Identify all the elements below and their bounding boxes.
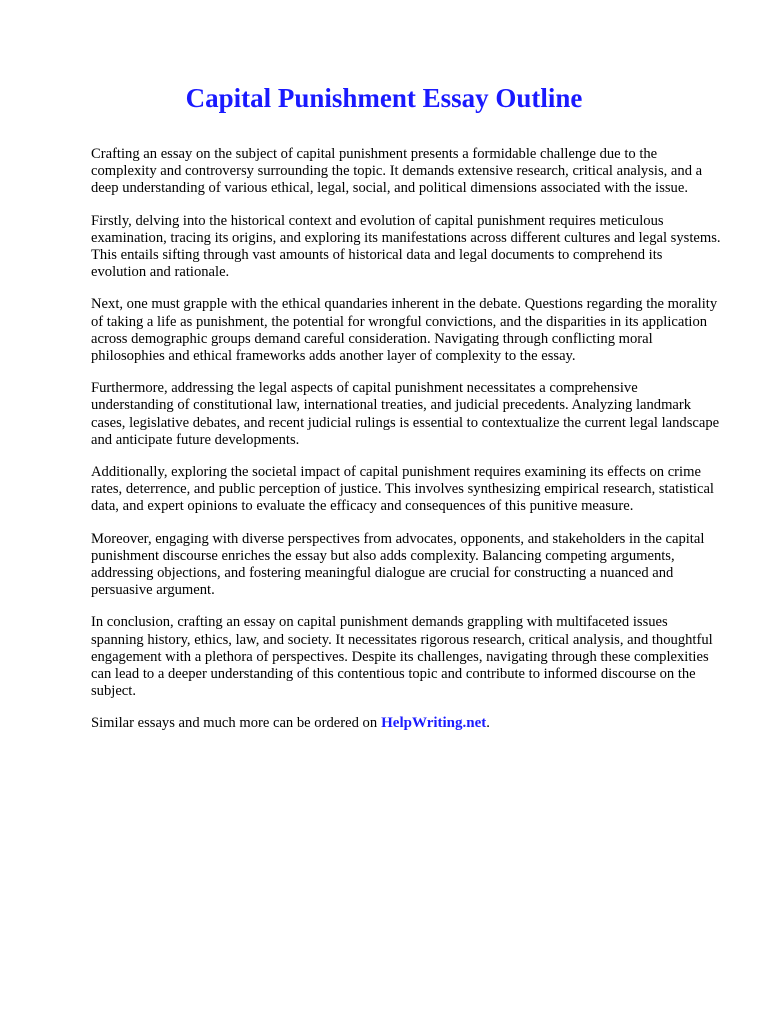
helpwriting-link[interactable]: HelpWriting.net <box>381 715 487 732</box>
paragraph-ethics: Next, one must grapple with the ethical quandaries inherent in the debate. Questions regarding the morality of taking a life as punishment, the potential for wrongful convictions, and the disparities in its application across demographic groups demand careful consideration. Navigating through conflicting moral philosophies and ethical frameworks adds another layer of complexity to the essay. <box>91 296 718 365</box>
paragraph-perspectives: Moreover, engaging with diverse perspectives from advocates, opponents, and stakeholders in the capital punishment discourse enriches the essay but also adds complexity. Balancing competing arguments, addressing objections, and fostering meaningful dialogue are crucial for constructing a nuanced and persuasive argument. <box>91 530 705 599</box>
page-title: Capital Punishment Essay Outline <box>185 83 583 113</box>
essay-body <box>91 146 721 748</box>
paragraph-intro: Crafting an essay on the subject of capital punishment presents a formidable challenge due to the complexity and controversy surrounding the topic. It demands extensive research, critical analysis, and a deep understanding of various ethical, legal, social, and political dimensions associated with the issue. <box>91 146 703 197</box>
paragraph-history: Firstly, delving into the historical context and evolution of capital punishment requires meticulous examination, tracing its origins, and exploring its manifestations across different cultures and legal systems. This entails sifting through vast amounts of historical data and legal documents to comprehend its evolution and rationale. <box>91 212 721 281</box>
closing-line <box>91 715 721 732</box>
paragraph-legal: Furthermore, addressing the legal aspects of capital punishment necessitates a comprehensive understanding of constitutional law, international treaties, and judicial precedents. Analyzing landmark cases, legislative debates, and recent judicial rulings is essential to contextualize the current legal landscape and anticipate future developments. <box>91 380 720 448</box>
closing-punct: . <box>486 715 490 732</box>
paragraph-conclusion: In conclusion, crafting an essay on capital punishment demands grappling with multifaceted issues spanning history, ethics, law, and society. It necessitates rigorous research, critical analysis, and thoughtful engagement with a plethora of perspectives. Despite its challenges, navigating through these complexities can lead to a deeper understanding of this contentious topic and contribute to informed discourse on the subject. <box>91 614 713 700</box>
paragraph-societal: Additionally, exploring the societal impact of capital punishment requires examining its effects on crime rates, deterrence, and public perception of justice. This involves synthesizing empirical research, statistical data, and expert opinions to evaluate the efficacy and consequences of this punitive measure. <box>91 464 714 515</box>
closing-text: Similar essays and much more can be ordered on <box>91 715 378 732</box>
